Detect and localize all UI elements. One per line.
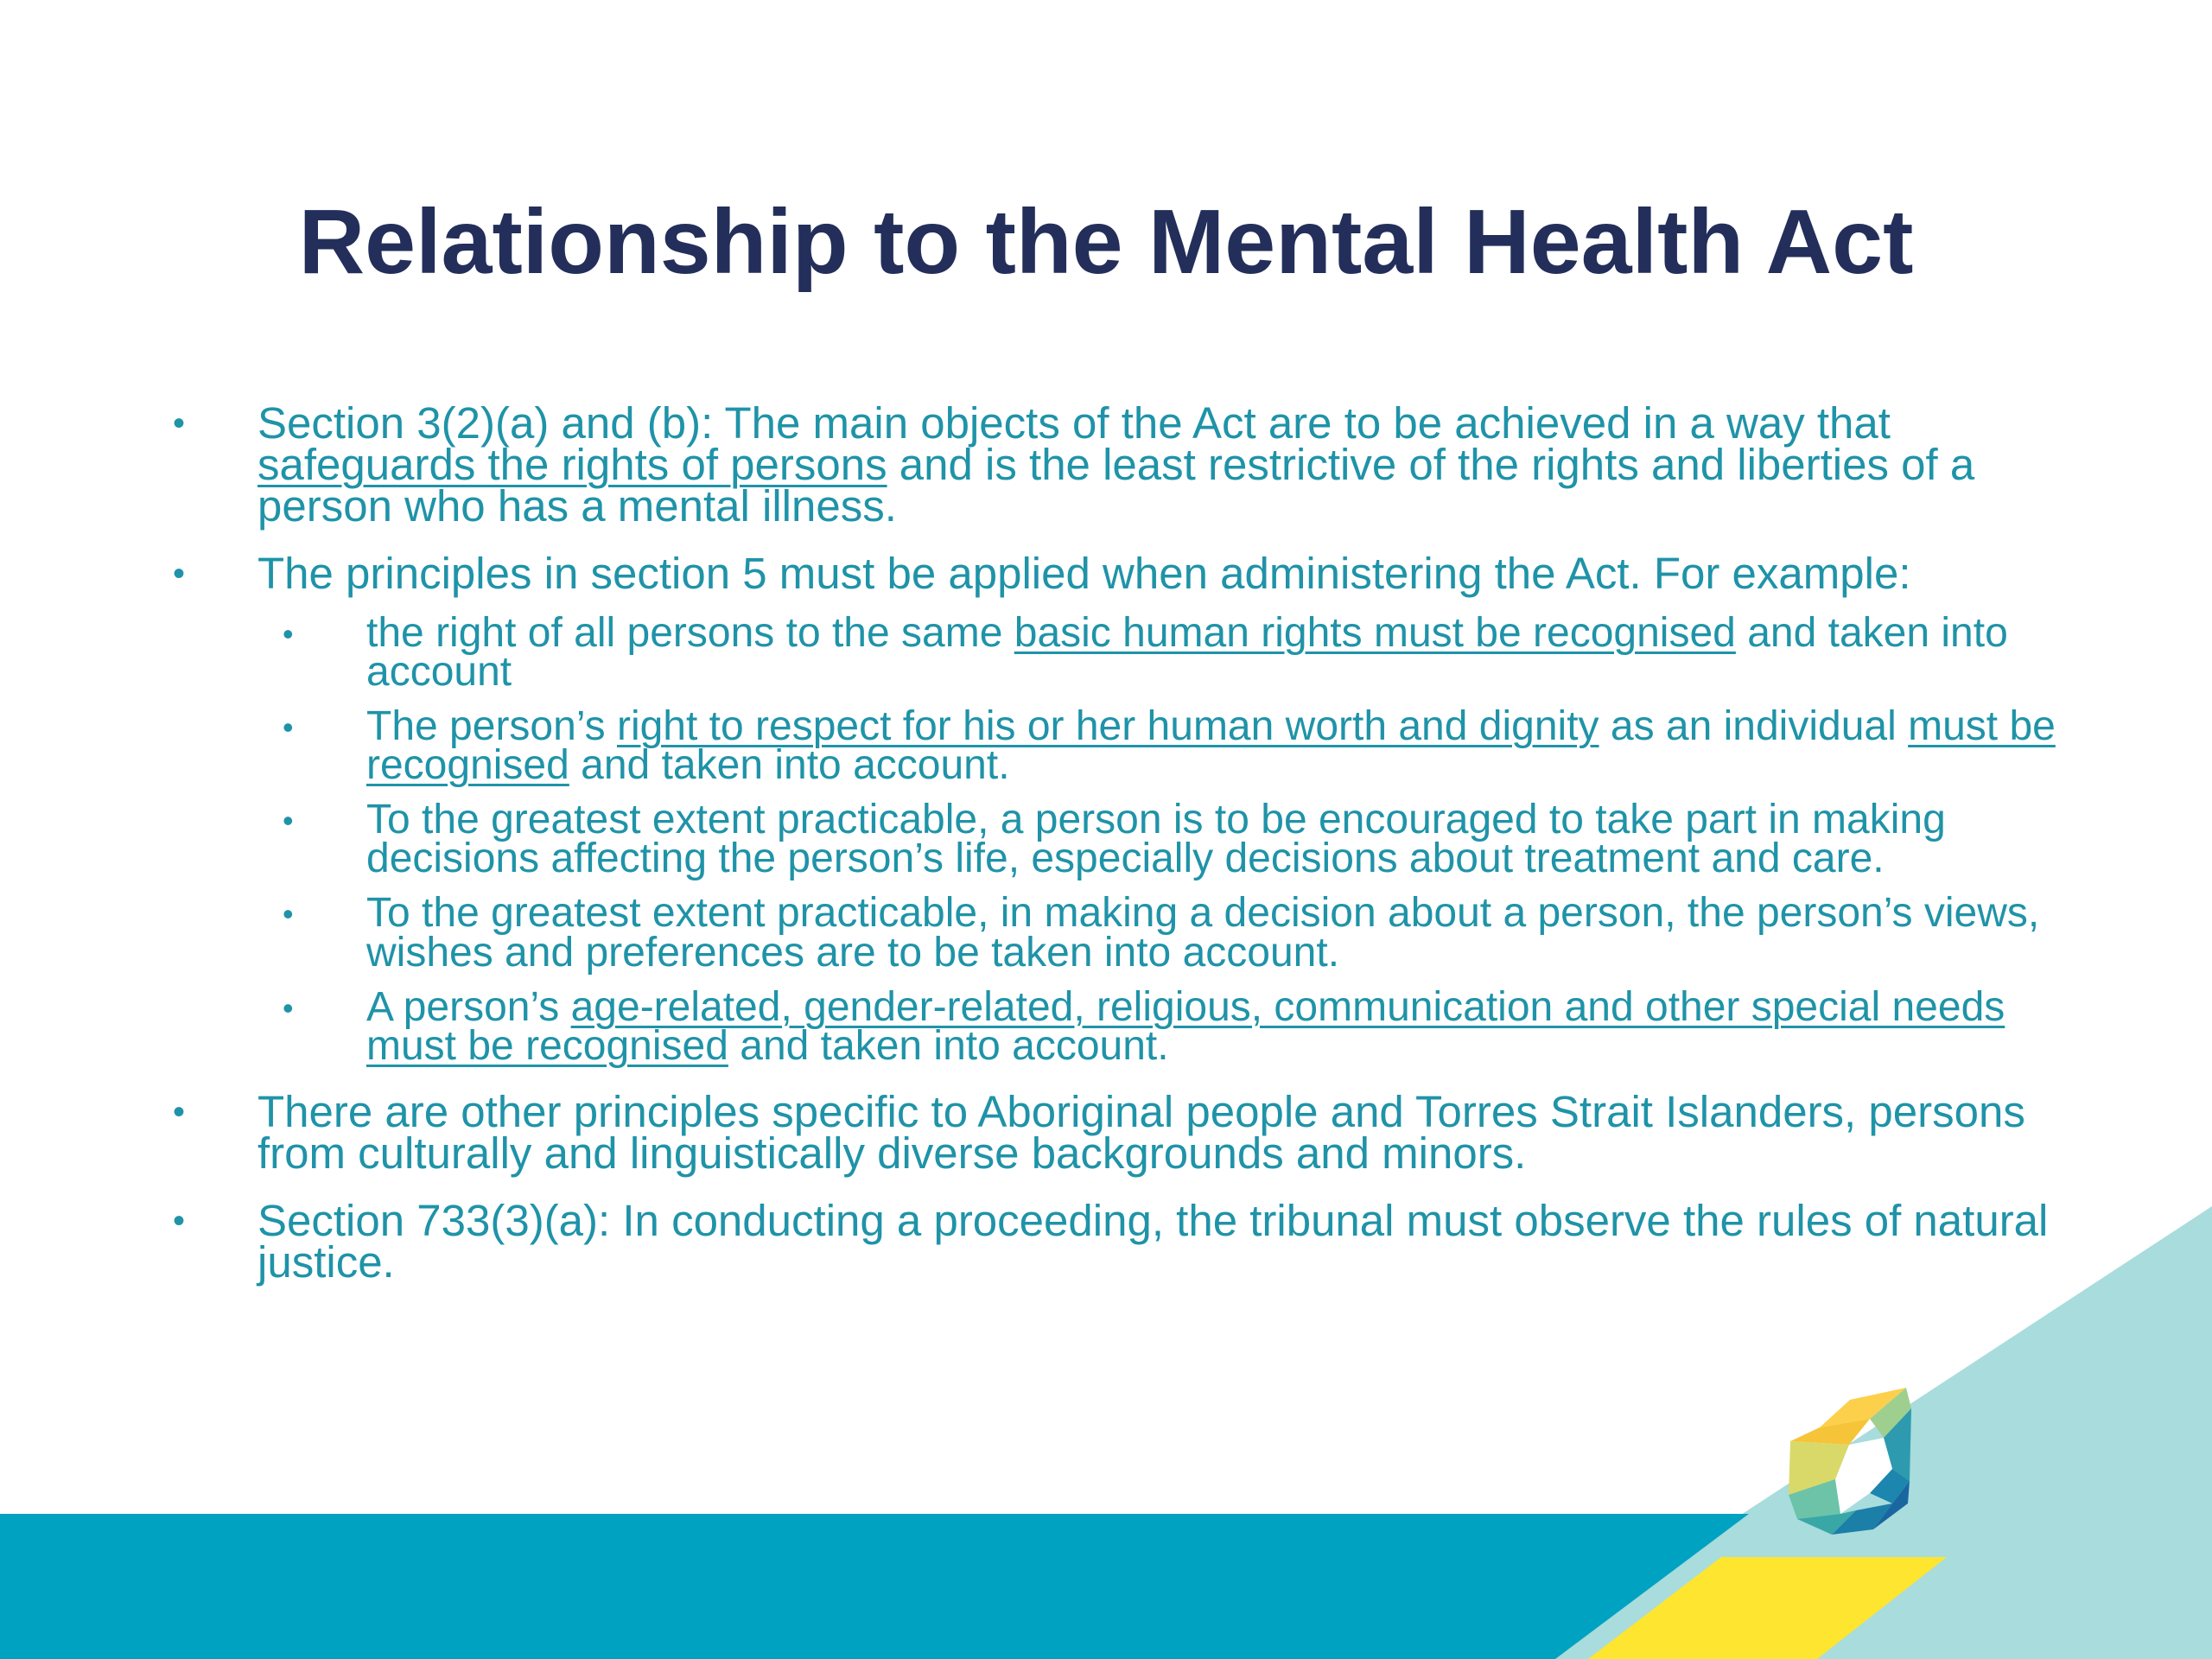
sub-bullet-glyph: • [283,989,294,1026]
item-text-mid: as an individual [1599,702,1909,749]
underlined-phrase: age-related, gender-related, religious, communication and other special needs must be recognised [366,983,2005,1069]
item-text: Section 733(3)(a): In conducting a proceeding, the tribunal must observe the rules of natural justice. [257,1195,2049,1287]
sub-bullet-glyph: • [283,803,294,839]
bullet-glyph: • [173,404,186,442]
item-text-pre: A person’s [366,983,571,1030]
sub-bullet-glyph: • [283,615,294,652]
item-text-post: and is the least restrictive of the rights and liberties of a person who has a mental illness. [257,439,1975,531]
item-text: The principles in section 5 must be applied when administering the Act. For example: [257,548,1911,598]
bullet-glyph: • [173,1092,186,1131]
item-text: There are other principles specific to Aboriginal people and Torres Strait Islanders, persons from culturally and linguistically diverse backgrounds and minors. [257,1086,2025,1178]
underlined-phrase: right to respect for his or her human worth and dignity [616,702,1599,749]
item-text-post: and taken into account. [569,742,1010,789]
underlined-phrase: basic human rights must be recognised [1014,609,1736,656]
sub-bullet-glyph: • [283,709,294,745]
underlined-phrase: safeguards the rights of persons [257,439,887,489]
item-text-post: and taken into account [366,609,2008,695]
item-text: To the greatest extent practicable, in making a decision about a person, the person’s views, wishes and preferences are to be taken into account. [366,890,2040,976]
slide-title: Relationship to the Mental Health Act [298,191,1914,293]
blue-band [0,1514,1749,1659]
item-text-pre: The person’s [366,702,617,749]
item-text: To the greatest extent practicable, a person is to be encouraged to take part in making decisions affecting the person’s life, especially decisions about treatment and care. [366,797,1946,882]
hexagon-logo-icon [1789,1388,1911,1535]
bullet-glyph: • [173,1201,186,1240]
item-text-pre: the right of all persons to the same [366,609,1014,656]
bullet-glyph: • [173,554,186,593]
item-text-post: and taken into account. [728,1022,1169,1069]
sub-bullet-glyph: • [283,896,294,932]
item-text-pre: Section 3(2)(a) and (b): The main objects of the Act are to be achieved in a way that [257,398,1891,448]
underlined-phrase: must be recognised [366,702,2056,789]
